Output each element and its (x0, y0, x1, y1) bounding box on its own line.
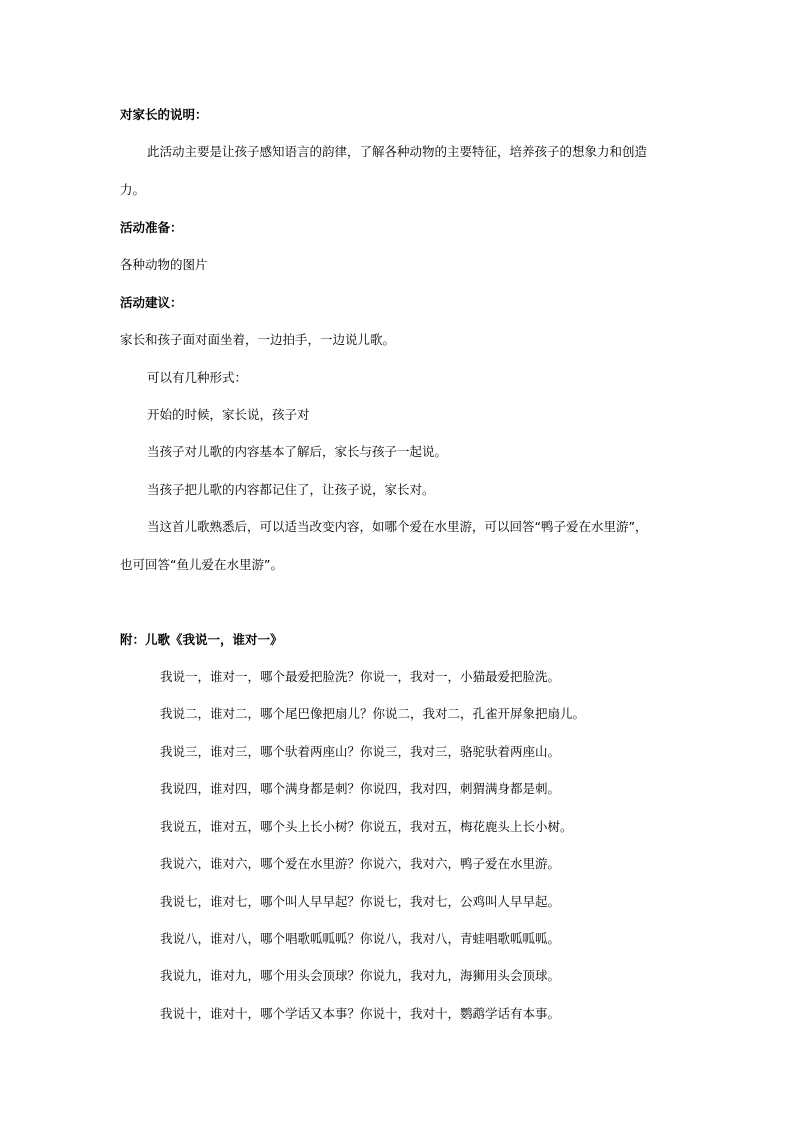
song-verse: 我说七，谁对七，哪个叫人早早起？你说七，我对七，公鸡叫人早早起。 (160, 894, 561, 909)
preparation-heading: 活动准备： (120, 220, 183, 235)
song-verse: 我说六，谁对六，哪个爱在水里游？你说六，我对六，鸭子爱在水里游。 (160, 856, 561, 871)
suggestions-tip-line2: 也可回答“鱼儿爱在水里游”。 (120, 557, 283, 572)
song-verse: 我说三，谁对三，哪个驮着两座山？你说三，我对三，骆驼驮着两座山。 (160, 744, 561, 759)
song-verse: 我说一，谁对一，哪个最爱把脸洗？你说一，我对一，小猫最爱把脸洗。 (160, 669, 561, 684)
song-verse: 我说五，谁对五，哪个头上长小树？你说五，我对五，梅花鹿头上长小树。 (160, 819, 573, 834)
song-title: 附：儿歌《我说一，谁对一》 (120, 632, 283, 647)
song-verse: 我说九，谁对九，哪个用头会顶球？你说九，我对九，海狮用头会顶球。 (160, 968, 561, 983)
song-verse: 我说八，谁对八，哪个唱歌呱呱呱？你说八，我对八，青蛙唱歌呱呱呱。 (160, 931, 561, 946)
suggestions-forms-label: 可以有几种形式： (147, 370, 248, 385)
suggestions-form-item: 开始的时候，家长说，孩子对 (147, 407, 310, 422)
suggestions-heading: 活动建议： (120, 295, 183, 310)
preparation-content: 各种动物的图片 (120, 257, 208, 272)
song-verse: 我说十，谁对十，哪个学话又本事？你说十，我对十，鹦鹉学话有本事。 (160, 1006, 561, 1021)
suggestions-form-item: 当孩子把儿歌的内容都记住了，让孩子说，家长对。 (147, 482, 435, 497)
instructions-paragraph-line2: 力。 (120, 182, 146, 197)
instructions-heading: 对家长的说明： (120, 107, 208, 122)
song-verse: 我说四，谁对四，哪个满身都是刺？你说四，我对四，刺猬满身都是刺。 (160, 781, 561, 796)
suggestions-form-item: 当孩子对儿歌的内容基本了解后，家长与孩子一起说。 (147, 444, 448, 459)
instructions-paragraph-line1: 此活动主要是让孩子感知语言的韵律，了解各种动物的主要特征，培养孩子的想象力和创造 (147, 144, 648, 159)
song-verse: 我说二，谁对二，哪个尾巴像把扇儿？你说二，我对二，孔雀开屏象把扇儿。 (160, 706, 586, 721)
suggestions-tip-line1: 当这首儿歌熟悉后，可以适当改变内容，如哪个爱在水里游，可以回答“鸭子爱在水里游”， (147, 519, 648, 534)
suggestions-intro: 家长和孩子面对面坐着，一边拍手，一边说儿歌。 (120, 332, 396, 347)
